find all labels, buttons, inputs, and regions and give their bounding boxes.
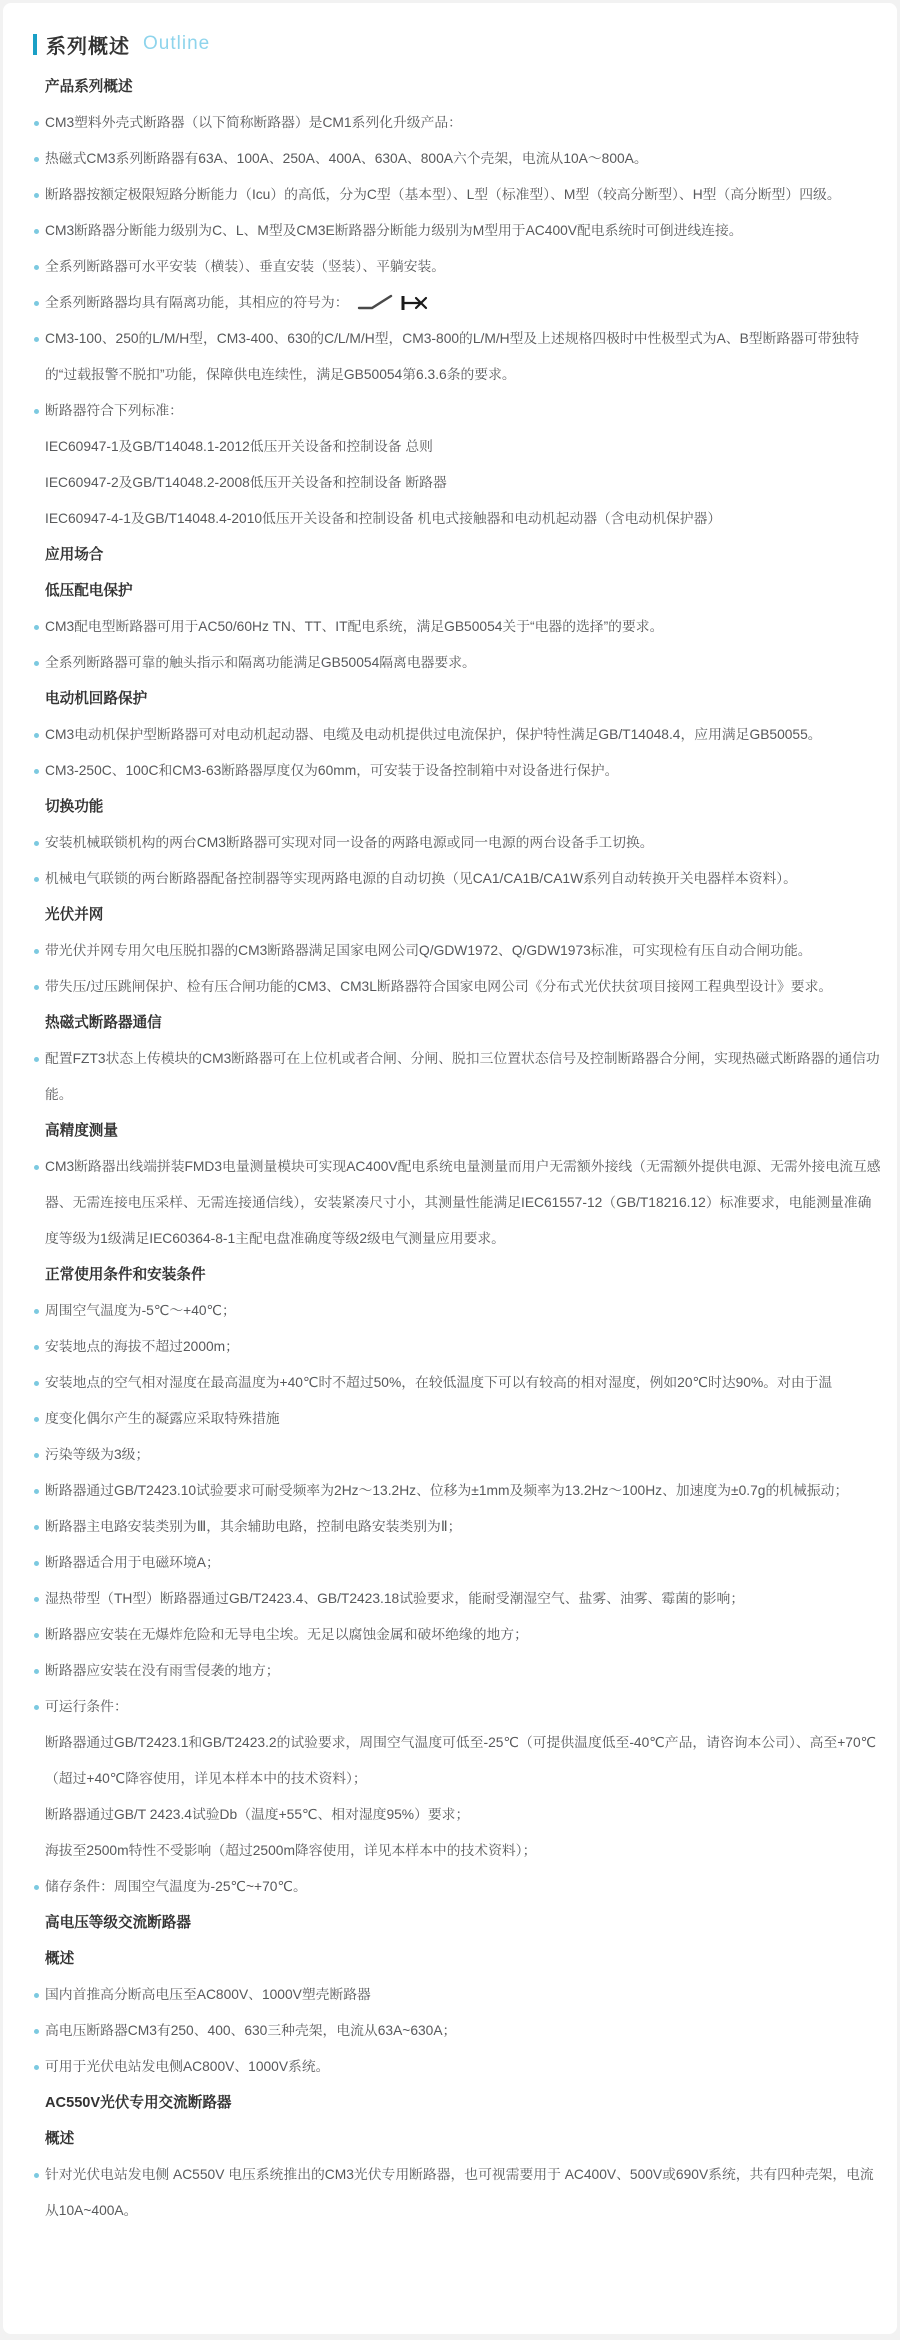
plain-line: IEC60947-1及GB/T14048.1-2012低压开关设备和控制设备 总则: [45, 439, 433, 454]
title-accent-bar: [33, 34, 37, 55]
bullet-dot-icon: [34, 661, 39, 666]
bullet-text: CM3断路器出线端拼装FMD3电量测量模块可实现AC400V配电系统电量测量而用户无需额外接线（无需额外提供电源、无需外接电流互感器、无需连接电压采样、无需连接通信线），安装紧凑尺寸小，其测量性能满足IEC61557-12（GB/T18216.12）标准要求，电能测量准确度等级为1级满足IEC60364-8-1主配电盘准确度等级2级电气测量应用要求。: [45, 1159, 881, 1246]
bullet-dot-icon: [34, 1633, 39, 1638]
bullet-text: CM3配电型断路器可用于AC50/60Hz TN、TT、IT配电系统，满足GB50054关于“电器的选择”的要求。: [45, 619, 664, 634]
document-page: [3, 3, 897, 2334]
bullet-item: [45, 1293, 881, 1329]
bullet-dot-icon: [34, 1993, 39, 1998]
section-heading: 热磁式断路器通信: [45, 1015, 162, 1031]
page-title-en: Outline: [143, 33, 211, 54]
bullet-text: 污染等级为3级；: [45, 1447, 150, 1462]
bullet-dot-icon: [34, 301, 39, 306]
bullet-item: [45, 1329, 881, 1365]
bullet-item: [45, 1437, 881, 1473]
section-heading: AC550V光伏专用交流断路器: [45, 2095, 232, 2111]
bullet-item: [45, 1869, 881, 1905]
bullet-item: [45, 825, 881, 861]
bullet-item: [45, 1581, 881, 1617]
section-heading: 正常使用条件和安装条件: [45, 1267, 206, 1283]
bullet-text: 断路器主电路安装类别为Ⅲ，其余辅助电路，控制电路安装类别为Ⅱ；: [45, 1519, 462, 1534]
bullet-dot-icon: [34, 2173, 39, 2178]
bullet-item: [45, 285, 881, 321]
section-heading: 电动机回路保护: [45, 691, 148, 707]
bullet-text: 安装地点的空气相对湿度在最高温度为+40℃时不超过50%，在较低温度下可以有较高的相对湿度，例如20℃时达90%。对由于温: [45, 1375, 833, 1390]
bullet-dot-icon: [34, 949, 39, 954]
bullet-item: [45, 2013, 881, 2049]
bullet-item: [45, 393, 881, 429]
bullet-item: [45, 213, 881, 249]
disconnect-switch-icon: [357, 293, 394, 313]
bullet-dot-icon: [34, 1489, 39, 1494]
bullet-text: 断路器应安装在没有雨雪侵袭的地方；: [45, 1663, 280, 1678]
bullet-text: 断路器通过GB/T2423.10试验要求可耐受频率为2Hz～13.2Hz、位移为±1mm及频率为13.2Hz～100Hz、加速度为±0.7g的机械振动；: [45, 1483, 849, 1498]
breaker-isolation-icon: [400, 293, 428, 313]
bullet-item: [45, 2157, 881, 2229]
bullet-dot-icon: [34, 1309, 39, 1314]
bullet-text: 度变化偶尔产生的凝露应采取特殊措施: [45, 1411, 280, 1426]
bullet-item: [45, 2049, 881, 2085]
bullet-dot-icon: [34, 2029, 39, 2034]
bullet-text: 安装地点的海拔不超过2000m；: [45, 1339, 239, 1354]
bullet-item: [45, 105, 881, 141]
bullet-text: 断路器适合用于电磁环境A；: [45, 1555, 220, 1570]
page-title-zh: 系列概述: [46, 35, 130, 58]
bullet-text: 可运行条件：: [45, 1699, 128, 1714]
plain-line: 断路器通过GB/T2423.1和GB/T2423.2的试验要求，周围空气温度可低至-25℃（可提供温度低至-40℃产品，请咨询本公司）、高至+70℃（超过+40℃降容使用，详见本样本中的技术资料）；: [45, 1735, 877, 1786]
bullet-text: 高电压断路器CM3有250、400、630三种壳架，电流从63A~630A；: [45, 2023, 457, 2038]
bullet-dot-icon: [34, 1705, 39, 1710]
bullet-text: 带光伏并网专用欠电压脱扣器的CM3断路器满足国家电网公司Q/GDW1972、Q/GDW1973标准，可实现检有压自动合闸功能。: [45, 943, 812, 958]
bullet-dot-icon: [34, 769, 39, 774]
bullet-item: [45, 249, 881, 285]
section-heading: 概述: [45, 1951, 75, 1967]
plain-line: IEC60947-2及GB/T14048.2-2008低压开关设备和控制设备 断路器: [45, 475, 447, 490]
plain-line: 海拔至2500m特性不受影响（超过2500m降容使用，详见本样本中的技术资料）；: [45, 1843, 537, 1858]
bullet-dot-icon: [34, 625, 39, 630]
plain-line: IEC60947-4-1及GB/T14048.4-2010低压开关设备和控制设备 机电式接触器和电动机起动器（含电动机保护器）: [45, 511, 722, 526]
bullet-dot-icon: [34, 1885, 39, 1890]
bullet-text: 断路器符合下列标准：: [45, 403, 183, 418]
bullet-item: [45, 1041, 881, 1113]
bullet-dot-icon: [34, 229, 39, 234]
bullet-dot-icon: [34, 1165, 39, 1170]
bullet-dot-icon: [34, 265, 39, 270]
bullet-text: CM3电动机保护型断路器可对电动机起动器、电缆及电动机提供过电流保护，保护特性满足GB/T14048.4，应用满足GB50055。: [45, 727, 822, 742]
bullet-text: CM3塑料外壳式断路器（以下简称断路器）是CM1系列化升级产品：: [45, 115, 462, 130]
bullet-item: [45, 1473, 881, 1509]
bullet-item: [45, 1401, 881, 1437]
isolation-symbol: [357, 293, 428, 313]
bullet-text: CM3-100、250的L/M/H型，CM3-400、630的C/L/M/H型，CM3-800的L/M/H型及上述规格四极时中性极型式为A、B型断路器可带独特的“过载报警不脱扣”功能，保障供电连续性，满足GB50054第6.3.6条的要求。: [45, 331, 860, 382]
bullet-text: CM3断路器分断能力级别为C、L、M型及CM3E断路器分断能力级别为M型用于AC400V配电系统时可倒进线连接。: [45, 223, 743, 238]
bullet-item: [45, 753, 881, 789]
page-title: [3, 3, 897, 58]
bullet-text: 周围空气温度为-5℃～+40℃；: [45, 1303, 236, 1318]
bullet-text: 全系列断路器可水平安装（横装）、垂直安装（竖装）、平躺安装。: [45, 259, 446, 274]
bullet-text: CM3-250C、100C和CM3-63断路器厚度仅为60mm，可安装于设备控制箱中对设备进行保护。: [45, 763, 619, 778]
bullet-text: 针对光伏电站发电侧 AC550V 电压系统推出的CM3光伏专用断路器，也可视需要用于 AC400V、500V或690V系统，共有四种壳架，电流从10A~400A。: [45, 2167, 874, 2218]
bullet-dot-icon: [34, 337, 39, 342]
bullet-text: 机械电气联锁的两台断路器配备控制器等实现两路电源的自动切换（见CA1/CA1B/CA1W系列自动转换开关电器样本资料）。: [45, 871, 797, 886]
bullet-dot-icon: [34, 841, 39, 846]
section-heading: 切换功能: [45, 799, 104, 815]
bullet-item: [45, 177, 881, 213]
bullet-dot-icon: [34, 409, 39, 414]
section-heading: 概述: [45, 2131, 75, 2147]
bullet-item: [45, 1977, 881, 2013]
bullet-dot-icon: [34, 1669, 39, 1674]
bullet-item: [45, 1617, 881, 1653]
bullet-dot-icon: [34, 193, 39, 198]
bullet-item: [45, 1365, 881, 1401]
bullet-dot-icon: [34, 2065, 39, 2070]
bullet-item: [45, 717, 881, 753]
section-heading: 产品系列概述: [45, 79, 133, 95]
bullet-dot-icon: [34, 1597, 39, 1602]
bullet-text: 国内首推高分断高电压至AC800V、1000V塑壳断路器: [45, 1987, 371, 2002]
section-heading: 应用场合: [45, 547, 104, 563]
bullet-item: [45, 933, 881, 969]
bullet-text: 安装机械联锁机构的两台CM3断路器可实现对同一设备的两路电源或同一电源的两台设备手工切换。: [45, 835, 654, 850]
bullet-dot-icon: [34, 1057, 39, 1062]
bullet-item: [45, 321, 881, 393]
bullet-dot-icon: [34, 1453, 39, 1458]
document-body: [3, 55, 897, 2229]
bullet-dot-icon: [34, 877, 39, 882]
bullet-item: [45, 1509, 881, 1545]
bullet-text: 可用于光伏电站发电侧AC800V、1000V系统。: [45, 2059, 330, 2074]
bullet-text: 带失压/过压跳闸保护、检有压合闸功能的CM3、CM3L断路器符合国家电网公司《分布式光伏扶贫项目接网工程典型设计》要求。: [45, 979, 833, 994]
bullet-text: 全系列断路器均具有隔离功能，其相应的符号为：: [45, 295, 349, 310]
bullet-dot-icon: [34, 157, 39, 162]
bullet-dot-icon: [34, 1525, 39, 1530]
bullet-text: 热磁式CM3系列断路器有63A、100A、250A、400A、630A、800A六个壳架，电流从10A～800A。: [45, 151, 648, 166]
bullet-dot-icon: [34, 1381, 39, 1386]
bullet-item: [45, 1149, 881, 1257]
bullet-text: 湿热带型（TH型）断路器通过GB/T2423.4、GB/T2423.18试验要求，能耐受潮湿空气、盐雾、油雾、霉菌的影响；: [45, 1591, 745, 1606]
bullet-item: [45, 609, 881, 645]
bullet-text: 断路器按额定极限短路分断能力（Icu）的高低，分为C型（基本型）、L型（标准型）、M型（较高分断型）、H型（高分断型）四级。: [45, 187, 841, 202]
section-heading: 低压配电保护: [45, 583, 133, 599]
bullet-item: [45, 1545, 881, 1581]
bullet-dot-icon: [34, 733, 39, 738]
bullet-text: 全系列断路器可靠的触头指示和隔离功能满足GB50054隔离电器要求。: [45, 655, 476, 670]
bullet-text: 配置FZT3状态上传模块的CM3断路器可在上位机或者合闸、分闸、脱扣三位置状态信号及控制断路器合分闸，实现热磁式断路器的通信功能。: [45, 1051, 880, 1102]
bullet-dot-icon: [34, 1561, 39, 1566]
bullet-dot-icon: [34, 1417, 39, 1422]
bullet-item: [45, 645, 881, 681]
bullet-item: [45, 1653, 881, 1689]
bullet-dot-icon: [34, 121, 39, 126]
bullet-text: 断路器应安装在无爆炸危险和无导电尘埃。无足以腐蚀金属和破坏绝缘的地方；: [45, 1627, 528, 1642]
plain-line: 断路器通过GB/T 2423.4试验Db（温度+55℃、相对湿度95%）要求；: [45, 1807, 470, 1822]
bullet-dot-icon: [34, 985, 39, 990]
bullet-dot-icon: [34, 1345, 39, 1350]
bullet-item: [45, 1689, 881, 1725]
bullet-item: [45, 141, 881, 177]
bullet-item: [45, 969, 881, 1005]
bullet-item: [45, 861, 881, 897]
bullet-text: 储存条件：周围空气温度为-25℃~+70℃。: [45, 1879, 307, 1894]
section-heading: 高精度测量: [45, 1123, 118, 1139]
section-heading: 光伏并网: [45, 907, 104, 923]
section-heading: 高电压等级交流断路器: [45, 1915, 191, 1931]
